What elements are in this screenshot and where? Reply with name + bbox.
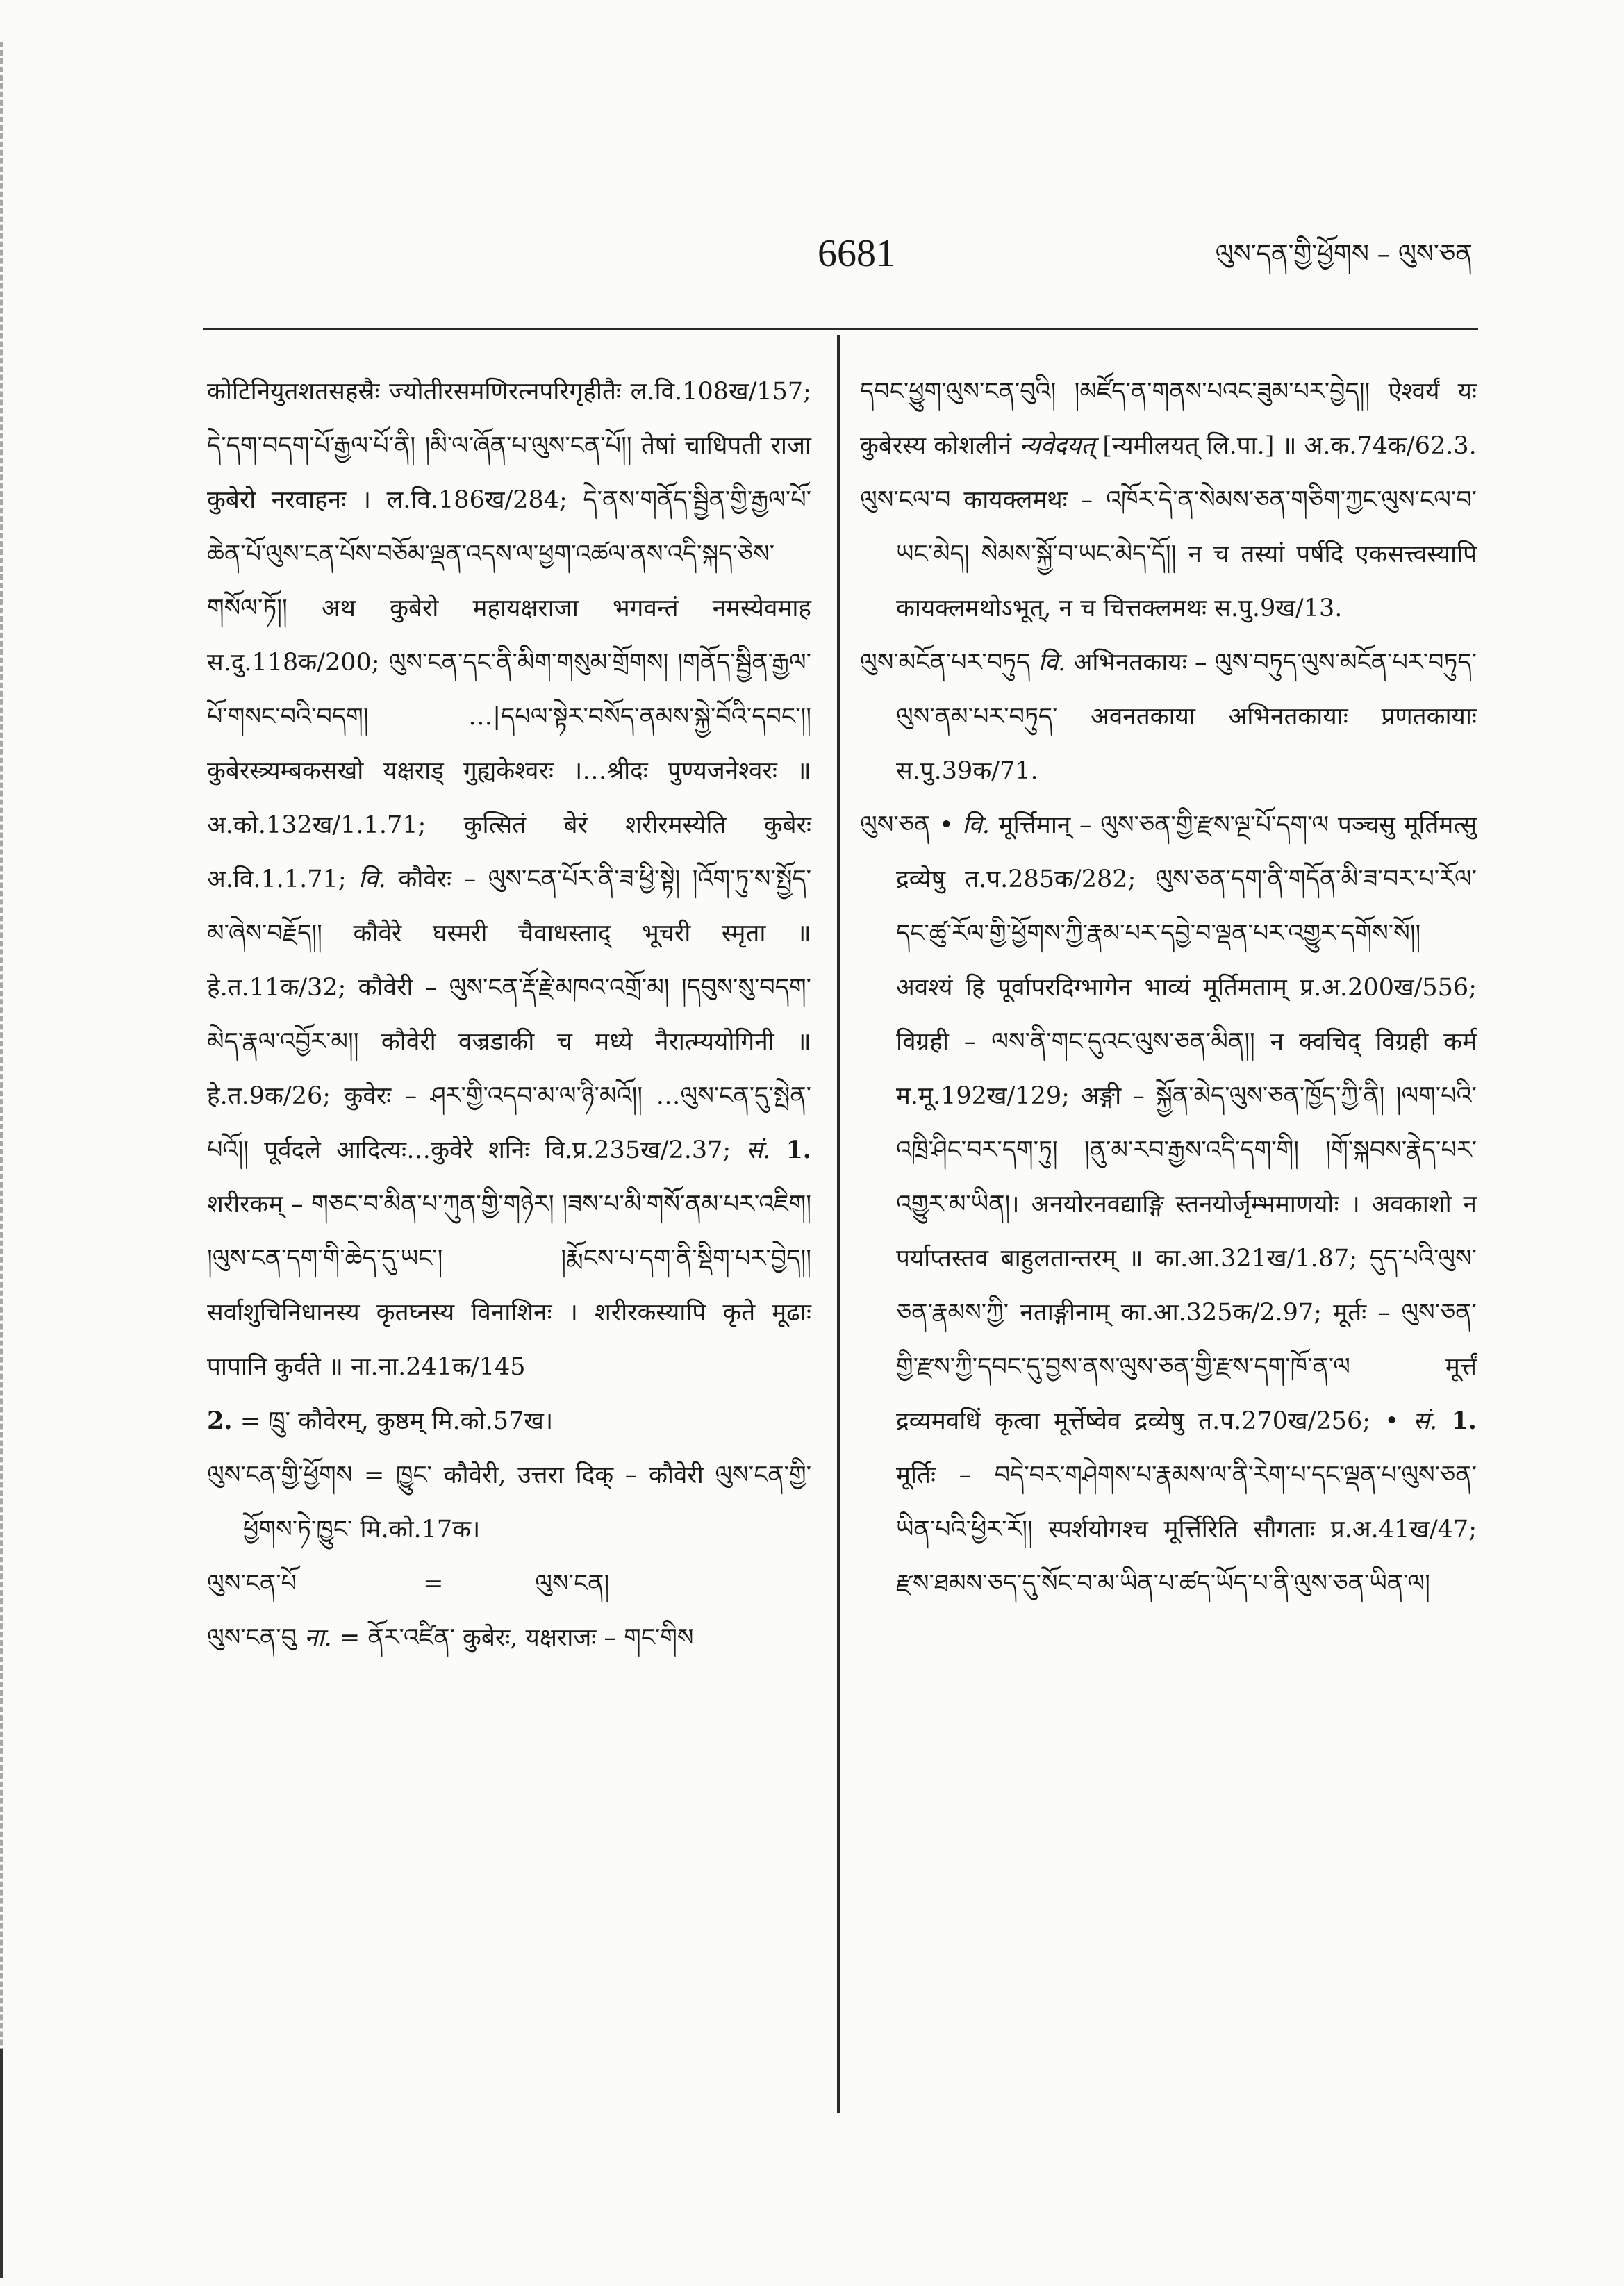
headword: ལུས་ངན་པོ — [207, 1570, 297, 1598]
running-head: ལུས་དན་གྱི་ཕྱོགས – ལུས་ཅན — [1215, 239, 1473, 269]
entry-text: शरीरकम् – གཅང་བ་མིན་པ་ཀུན་གྱི་གཉེར། །ཟས་པ་མི་གསོ་ནམ་པར་འཇིག། །ལུས་ངན་དག་གི་ཆེད་དུ་ཡང་། །རྨོངས་པ་དག་ནི་སྡིག་པར་བྱེད།། सर्वाशुचिनिधानस्य कृतघ्नस्य विनाशिनः । शरीरकस्यापि कृते मूढाः पापानि कुर्वते ॥ ना.ना.241क/145 — [207, 1191, 811, 1381]
reference-target: ལུས་ངན། — [535, 1570, 610, 1598]
scan-binding-edge — [0, 42, 18, 2237]
headword: ལུས་ཅན — [860, 811, 931, 839]
dictionary-entry — [207, 1448, 811, 1557]
header-rule — [203, 328, 1478, 330]
grammar-tag: • वि. — [939, 811, 990, 839]
entry-text: = ཁྱུང་ कौवेरी, उत्तरा दिक् – कौवेरी ལུས་ངན་གྱི་ཕྱོགས་ཏེ་ཁྱུང་ मि.को.17क। — [243, 1461, 811, 1543]
entry-text-italic: न्यवेदयत् — [1019, 432, 1095, 460]
grammar-tag: • सं. — [1384, 1407, 1438, 1435]
dictionary-entry — [860, 798, 1477, 1611]
entry-text: अभिनतकायः – ལུས་བཏུད་ལུས་མངོན་པར་བཏུད་ལུས་ནམ་པར་བཏུད་ अवनतकाया अभिनतकायाः प्रणतकायाः स.पु.39क/71. — [896, 649, 1477, 785]
headword: ལུས་མངོན་པར་བཏུད — [860, 649, 1031, 677]
right-paragraph-1 — [860, 365, 1477, 473]
grammar-tag: सं. — [746, 1136, 771, 1164]
entry-text: कौवेरः – ལུས་ངན་པོར་ནི་ཟ་ཕྱི་སྟེ། །འོག་ཏུ་ས་སྤྱོད་མ་ཞེས་བརྗོད།། कौवेरे घस्मरी चैवाधस्ताद् भूचरी स्मृता ॥ हे.त.11क/32; कौवेरी – ལུས་ངན་རྡོ་རྗེ་མཁའ་འགྲོ་མ། །དབུས་སུ་བདག་མེད་རྣལ་འབྱོར་མ།། कौवेरी वज्रडाकी च मध्ये नैरात्म्ययोगिनी ॥ हे.त.9क/26; कुवेरः – ཤར་གྱི་འདབ་མ་ལ་ཉི་མའོ།། …ལུས་ངན་དུ་སྤེན་པའོ།། पूर्वदले आदित्यः…कुवेरे शनिः वि.प्र.235ख/2.37; — [207, 865, 811, 1164]
dictionary-entry — [860, 473, 1477, 636]
column-divider — [837, 335, 840, 2113]
entry-text: = ཁྲུ་ कौवेरम्, कुष्ठम् मि.को.57ख। — [240, 1407, 554, 1435]
page-number: 6681 — [818, 232, 895, 275]
sense-number: 1. — [1451, 1407, 1477, 1435]
dictionary-entry — [860, 636, 1477, 798]
sense-number: 1. — [786, 1136, 811, 1164]
dictionary-entry — [207, 1611, 811, 1665]
entry-text: [न्यमीलयत् लि.पा.] ॥ अ.क.74क/62.3. — [1102, 432, 1477, 460]
headword: ལུས་ངན་བུ — [207, 1624, 297, 1652]
entry-text: मूर्त्तिमान् – ལུས་ཅན་གྱི་རྫས་ལྔ་པོ་དག་ལ पञ्चसु मूर्तिमत्सु द्रव्येषु त.प.285क/282; ལུས་ཅན་དག་ནི་གདོན་མི་ཟ་བར་པ་རོལ་དང་ཚུ་རོལ་གྱི་ཕྱོགས་ཀྱི་རྣམ་པར་དབྱེ་བ་ལྡན་པར་འགྱུར་དགོས་སོ།། अवश्यं हि पूर्वापरदिग्भागेन भाव्यं मूर्तिमताम् प्र.अ.200ख/556; विग्रही – ལས་ནི་གང་དུའང་ལུས་ཅན་མིན།། न क्वचिद् विग्रही कर्म म.मू.192ख/129; अङ्गी – སྐྱོན་མེད་ལུས་ཅན་ཁྱོད་ཀྱི་ནི། །ལག་པའི་འཁྲི་ཤིང་བར་དག་ཏུ། །ནུ་མ་རབ་རྒྱས་འདི་དག་གི། །གོ་སྐབས་རྣེད་པར་འགྱུར་མ་ཡིན།। अनयोरनवद्याङ्गि स्तनयोर्जृम्भमाणयोः । अवकाशो न पर्याप्तस्तव बाहुलतान्तरम् ॥ का.आ.321ख/1.87; དུད་པའི་ལུས་ཅན་རྣམས་ཀྱི་ नताङ्गीनाम् का.आ.325क/2.97; मूर्तः – ལུས་ཅན་གྱི་རྫས་ཀྱི་དབང་དུ་བྱས་ནས་ལུས་ཅན་གྱི་རྫས་དག་ཁོ་ན་ལ मूर्त्तं द्रव्यमवधिं कृत्वा मूर्त्तेष्वेव द्रव्येषु त.प.270ख/256; — [896, 811, 1477, 1435]
entry-text: དབང་ཕྱུག་ལུས་ངན་བུའི། །མཛོད་ན་གནས་པའང་ཟུམ་པར་བྱེད།། ऐश्वर्यं यः कुबेरस्य कोशलीनं — [860, 378, 1477, 460]
entry-text: मूर्तिः – བདེ་བར་གཤེགས་པ་རྣམས་ལ་ནི་རེག་པ་དང་ལྡན་པ་ལུས་ཅན་ཡིན་པའི་ཕྱིར་རོ།། स्पर्शयोगश्च मूर्त्तिरिति सौगताः प्र.अ.41ख/47; རྫས་ཐམས་ཅད་དུ་སོང་བ་མ་ཡིན་པ་ཚད་ཡོད་པ་ནི་ལུས་ཅན་ཡིན་ལ། — [896, 1461, 1477, 1598]
grammar-tag: वि. — [358, 865, 386, 893]
entry-text: कायक्लमथः – འཁོར་དེ་ན་སེམས་ཅན་གཅིག་ཀྱང་ལུས་ངལ་བ་ཡང་མེད། སེམས་སྐྱོ་བ་ཡང་མེད་དོ།། न च तस्यां पर्षदि एकसत्त्वस्यापि कायक्लमथोऽभूत्, न च चित्तक्लमथः स.पु.9ख/13. — [896, 486, 1477, 622]
entry-text: कोटिनियुतशतसहस्रैः ज्योतीरसमणिरत्नपरिगृहीतैः ल.वि.108ख/157; དེ་དག་བདག་པོ་རྒྱལ་པོ་ནི། །མི་ལ་ཞོན་པ་ལུས་ངན་པོ།། तेषां चाधिपती राजा कुबेरो नरवाहनः । ल.वि.186ख/284; དེ་ནས་གནོད་སྦྱིན་གྱི་རྒྱལ་པོ་ཆེན་པོ་ལུས་ངན་པོས་བཅོམ་ལྡན་འདས་ལ་ཕྱག་འཚལ་ནས་འདི་སྐད་ཅེས་གསོལ་ཏོ།། अथ कुबेरो महायक्षराजा भगवन्तं नमस्येवमाह स.दु.118क/200; — [207, 378, 811, 677]
equals-sign: = — [423, 1570, 444, 1598]
headword: ལུས་ངལ་བ — [860, 486, 951, 514]
left-column — [207, 365, 811, 1665]
left-paragraph-1 — [207, 365, 811, 1448]
headword: ལུས་ངན་གྱི་ཕྱོགས — [207, 1461, 353, 1489]
right-column — [860, 365, 1477, 1611]
sense-number: 2. — [207, 1407, 233, 1435]
cross-reference-entry — [207, 1557, 811, 1611]
scan-edge-mark — [0, 2049, 3, 2278]
entry-text: = ནོར་འཛིན་ कुबेरः, यक्षराजः – གང་གིས — [339, 1624, 694, 1652]
grammar-tag: वि. — [1038, 649, 1066, 677]
grammar-tag: ना. — [304, 1624, 332, 1652]
entry-text: ལུས་ངན་དང་ནི་མིག་གསུམ་གྲོགས། །གནོད་སྦྱིན་རྒྱལ་པོ་གསང་བའི་བདག། …|དཔལ་སྟེར་བསོད་ནམས་སྐྱེ་བོའི་དབང་།། कुबेरस्त्र्यम्बकसखो यक्षराड् गुह्यकेश्वरः ।…श्रीदः पुण्यजनेश्वरः ॥ अ.को.132ख/1.1.71; कुत्सितं बेरं शरीरमस्येति कुबेरः अ.वि.1.1.71; — [207, 649, 811, 893]
